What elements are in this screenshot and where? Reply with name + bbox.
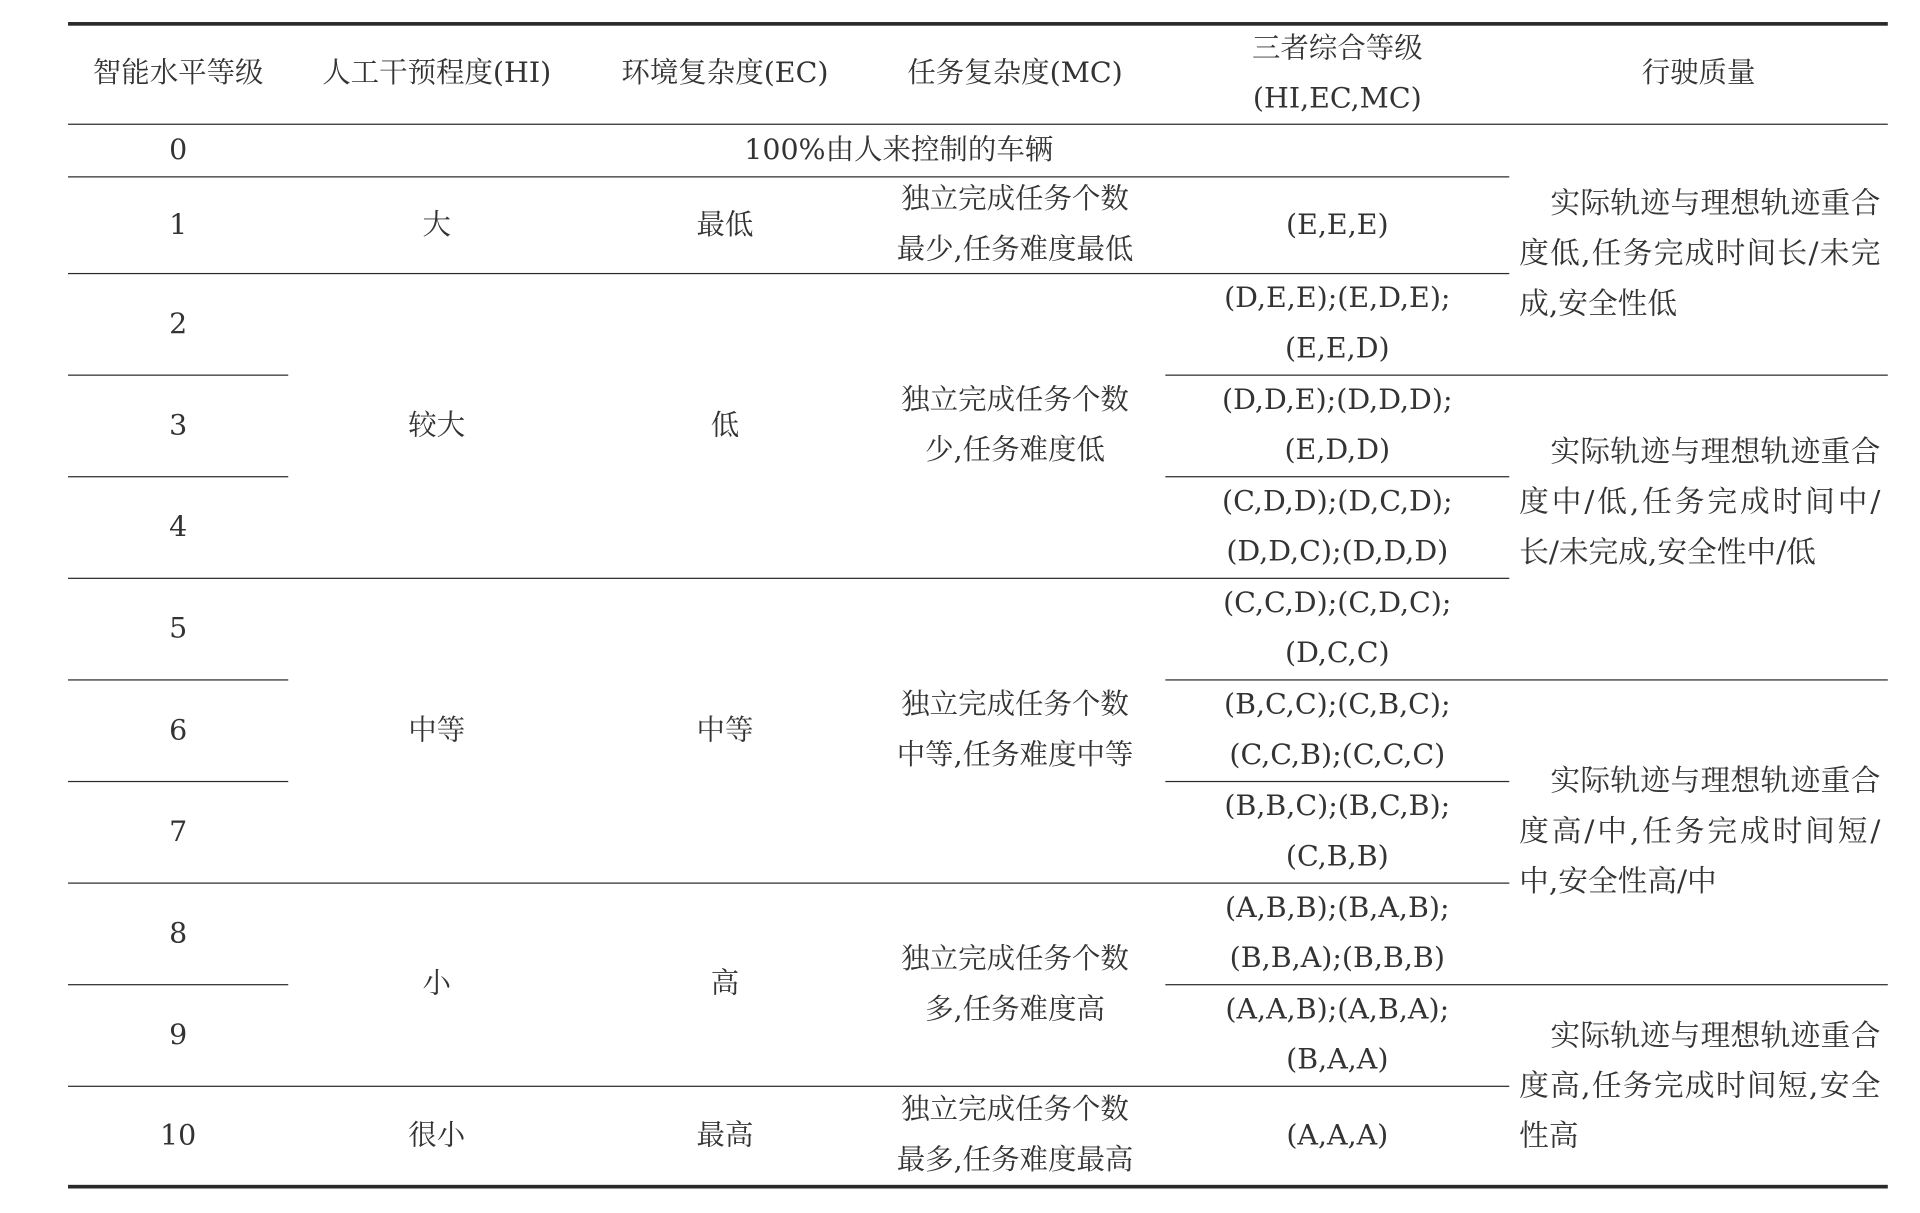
level-cell: 10 (160, 1119, 197, 1152)
mc-line: 最少,任务难度最低 (896, 233, 1134, 266)
combined-cell: (E,E,E) (1286, 208, 1389, 241)
quality-cell: 实际轨迹与理想轨迹重合度高,任务完成时间短,安全性高 (1519, 1018, 1881, 1154)
hi-cell: 较大 (408, 409, 466, 442)
level-cell: 6 (169, 714, 188, 747)
mc-line: 独立完成任务个数 (901, 384, 1129, 417)
level-cell: 8 (169, 917, 188, 950)
mc-line: 最多,任务难度最高 (896, 1144, 1134, 1177)
mc-cell (865, 579, 1166, 883)
combined-line: (D,C,C) (1284, 637, 1390, 670)
mc-cell (865, 884, 1166, 1086)
combined-line: (D,E,E);(E,D,E); (1224, 282, 1451, 315)
combined-line: (D,D,C);(D,D,D) (1226, 536, 1449, 568)
combined-line: (B,B,C);(B,C,B); (1224, 790, 1451, 823)
level-cell: 7 (169, 815, 188, 848)
combined-cell: (A,A,A) (1286, 1119, 1389, 1152)
combined-line: (D,D,E);(D,D,D); (1222, 384, 1453, 417)
combined-cell (1165, 681, 1509, 781)
ec-cell: 最高 (696, 1119, 754, 1152)
mc-cell (865, 274, 1166, 578)
level-cell: 1 (169, 208, 188, 241)
mc-line: 独立完成任务个数 (901, 1094, 1129, 1127)
combined-line: (C,C,B);(C,C,C) (1229, 739, 1446, 772)
combined-cell (1165, 579, 1509, 679)
ec-cell: 低 (710, 409, 740, 442)
mc-line: 多,任务难度高 (925, 993, 1105, 1026)
header-combined (1165, 24, 1509, 123)
mc-line: 独立完成任务个数 (901, 183, 1129, 216)
header-hi: 人工干预程度(HI) (322, 57, 552, 90)
header-combined-subtitle: (HI,EC,MC) (1252, 82, 1422, 115)
combined-cell (1165, 782, 1509, 882)
mc-line: 独立完成任务个数 (901, 943, 1129, 975)
hi-cell: 中等 (408, 714, 466, 747)
combined-line: (B,B,A);(B,B,B) (1229, 942, 1445, 975)
combined-cell (1165, 274, 1509, 374)
mc-cell (865, 177, 1166, 272)
mc-line: 中等,任务难度中等 (896, 739, 1134, 772)
level-cell: 3 (169, 409, 188, 442)
ec-cell: 中等 (696, 714, 754, 747)
header-mc: 任务复杂度(MC) (907, 57, 1123, 90)
ec-cell: 高 (710, 968, 740, 1001)
ec-cell: 最低 (696, 208, 754, 241)
combined-line: (A,B,B);(B,A,B); (1225, 892, 1450, 925)
level0-description: 100%由人来控制的车辆 (744, 134, 1054, 166)
combined-line: (C,D,D);(D,C,D); (1222, 485, 1453, 518)
combined-line: (B,C,C);(C,B,C); (1223, 689, 1451, 721)
header-quality: 行驶质量 (1641, 57, 1756, 90)
combined-line: (A,A,B);(A,B,A); (1225, 993, 1450, 1026)
combined-line: (E,D,D) (1284, 434, 1391, 467)
hi-cell: 大 (422, 208, 451, 241)
level-cell: 5 (169, 612, 188, 645)
combined-cell (1165, 376, 1509, 476)
combined-line: (E,E,D) (1284, 332, 1390, 365)
combined-line: (C,C,D);(C,D,C); (1223, 587, 1452, 620)
header-ec: 环境复杂度(EC) (621, 57, 829, 90)
combined-line: (B,A,A) (1286, 1044, 1389, 1076)
level-cell: 4 (169, 511, 188, 543)
header-level: 智能水平等级 (92, 57, 264, 90)
hi-cell: 小 (422, 968, 451, 1001)
quality-cell: 实际轨迹与理想轨迹重合度低,任务完成时间长/未完成,安全性低 (1519, 186, 1881, 321)
header-combined-title: 三者综合等级 (1251, 32, 1423, 65)
hi-cell: 很小 (408, 1119, 466, 1152)
quality-cell: 实际轨迹与理想轨迹重合度高/中,任务完成时间短/中,安全性高/中 (1519, 763, 1881, 899)
mc-line: 独立完成任务个数 (901, 689, 1129, 721)
combined-cell (1165, 477, 1509, 577)
combined-line: (C,B,B) (1285, 840, 1389, 873)
level-cell: 9 (169, 1018, 188, 1051)
level-cell: 2 (169, 307, 188, 340)
quality-cell: 实际轨迹与理想轨迹重合度中/低,任务完成时间中/长/未完成,安全性中/低 (1519, 434, 1881, 570)
mc-line: 少,任务难度低 (925, 434, 1105, 467)
combined-cell (1165, 884, 1509, 984)
level-cell: 0 (169, 134, 188, 166)
mc-cell (865, 1087, 1166, 1185)
combined-cell (1165, 985, 1509, 1085)
